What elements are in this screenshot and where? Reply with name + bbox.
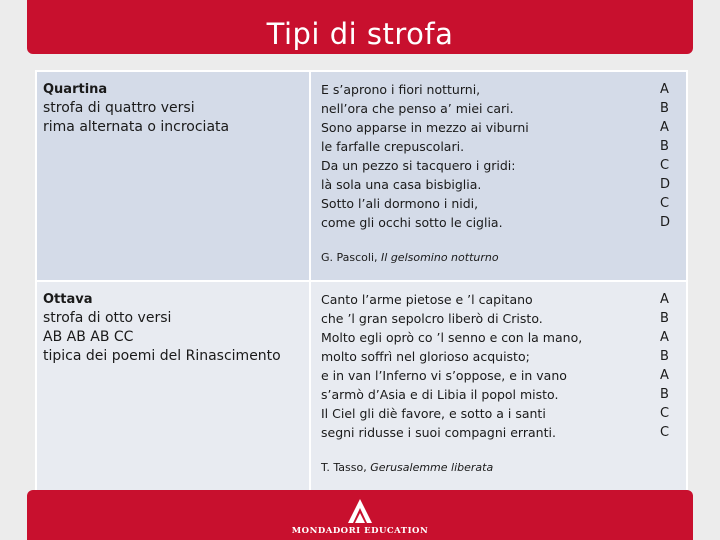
strophe-desc-line: rima alternata o incrociata — [43, 119, 230, 135]
strophe-desc-line: AB AB AB CC — [43, 329, 134, 345]
verse-line: Il Ciel gli diè favore, e sotto a i santi — [321, 406, 546, 421]
poem-author: G. Pascoli, — [321, 251, 378, 264]
rhyme-letter: C — [660, 425, 670, 440]
verse-line: nell’ora che penso a’ miei cari. — [321, 101, 514, 116]
strophe-name: Ottava — [43, 292, 93, 307]
rhyme-letter: D — [660, 177, 671, 192]
strophe-desc-line: strofa di otto versi — [43, 310, 172, 326]
rhyme-letter: A — [660, 368, 669, 383]
rhyme-letter: A — [660, 120, 669, 135]
verses — [321, 80, 660, 232]
table-row — [36, 281, 687, 491]
rhyme-letter: A — [660, 82, 669, 97]
verse-line: s’armò d’Asia e di Libia il popol misto. — [321, 387, 559, 402]
publisher-logo-text: MONDADORI EDUCATION — [291, 526, 429, 536]
strophe-description-cell — [36, 281, 310, 491]
verse-line: Da un pezzo si tacquero i gridi: — [321, 158, 516, 173]
rhyme-letter: A — [660, 330, 669, 345]
poem-work: Gerusalemme liberata — [370, 461, 494, 474]
rhyme-letter: C — [660, 406, 670, 421]
rhyme-letter: C — [660, 196, 670, 211]
title-bar — [27, 0, 693, 54]
poem — [321, 290, 678, 442]
verse-line: segni ridusse i suoi compagni erranti. — [321, 425, 556, 440]
rhyme-scheme — [660, 80, 678, 232]
verse-line: molto soffrì nel glorioso acquisto; — [321, 349, 530, 364]
verses — [321, 290, 660, 442]
verse-line: Canto l’arme pietose e ’l capitano — [321, 292, 533, 307]
rhyme-letter: B — [660, 101, 669, 116]
rhyme-scheme — [660, 290, 678, 442]
rhyme-letter: C — [660, 158, 670, 173]
verse-line: là sola una casa bisbiglia. — [321, 177, 482, 192]
verse-line: E s’aprono i fiori notturni, — [321, 82, 481, 97]
publisher-logo-icon — [343, 498, 377, 524]
verse-line: Sotto l’ali dormono i nidi, — [321, 196, 479, 211]
rhyme-letter: B — [660, 349, 669, 364]
rhyme-letter: A — [660, 292, 669, 307]
strophe-name: Quartina — [43, 82, 108, 97]
verse-line: che ’l gran sepolcro liberò di Cristo. — [321, 311, 543, 326]
table-row — [36, 71, 687, 281]
verse-line: Sono apparse in mezzo ai viburni — [321, 120, 529, 135]
rhyme-letter: D — [660, 215, 671, 230]
strophe-description-cell — [36, 71, 310, 281]
rhyme-letter: B — [660, 387, 669, 402]
poem-work: Il gelsomino notturno — [381, 251, 499, 264]
strophe-desc-line: tipica dei poemi del Rinascimento — [43, 348, 281, 364]
poem — [321, 80, 678, 232]
verse-line: come gli occhi sotto le ciglia. — [321, 215, 503, 230]
strophe-table — [35, 70, 688, 492]
poem-cell — [310, 71, 687, 281]
verse-line: le farfalle crepuscolari. — [321, 139, 465, 154]
slide-title: Tipi di strofa — [266, 17, 454, 51]
poem-cell — [310, 281, 687, 491]
poem-author: T. Tasso, — [321, 461, 367, 474]
poem-credit — [321, 248, 678, 267]
verse-line: Molto egli oprò co ’l senno e con la mano, — [321, 330, 583, 345]
strophe-desc-line: strofa di quattro versi — [43, 100, 195, 116]
verse-line: e in van l’Inferno vi s’oppose, e in vano — [321, 368, 567, 383]
poem-credit — [321, 458, 678, 477]
rhyme-letter: B — [660, 311, 669, 326]
rhyme-letter: B — [660, 139, 669, 154]
